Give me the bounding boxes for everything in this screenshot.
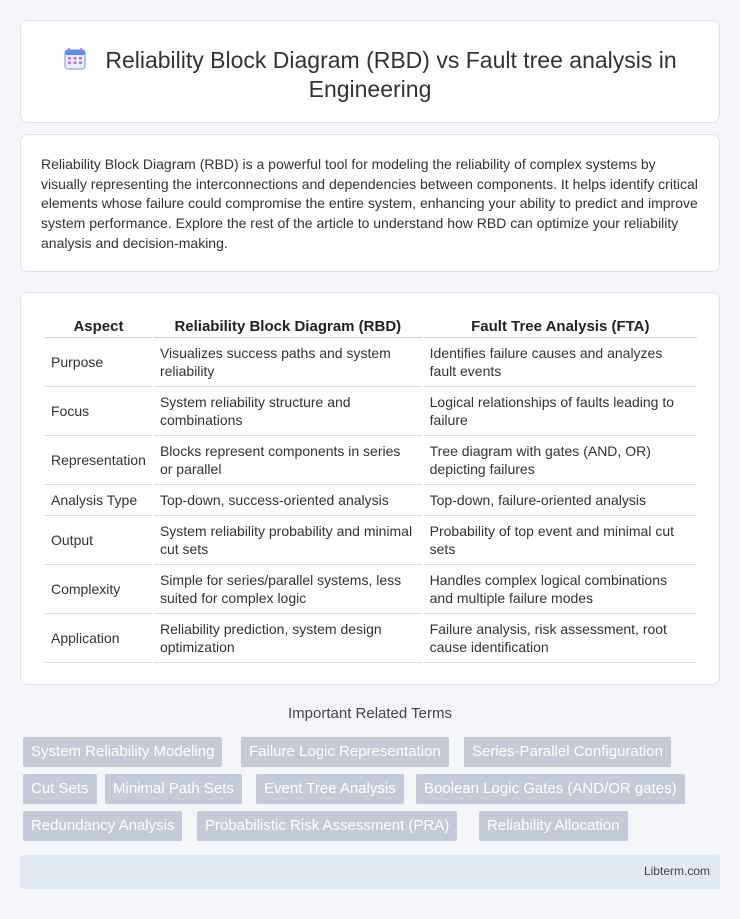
- cell-fta: Failure analysis, risk assessment, root cause identification: [424, 614, 697, 663]
- cell-rbd: Visualizes success paths and system reliability: [154, 338, 422, 387]
- cell-rbd: System reliability probability and minimal cut sets: [154, 516, 422, 565]
- cell-rbd: System reliability structure and combinations: [154, 387, 422, 436]
- table-row: [45, 565, 697, 614]
- cell-rbd: Reliability prediction, system design optimization: [154, 614, 422, 663]
- cell-aspect: Application: [45, 614, 152, 663]
- cell-aspect: Output: [45, 516, 152, 565]
- cell-aspect: Complexity: [45, 565, 152, 614]
- footer-bar: [20, 855, 720, 889]
- tag-reliability-allocation[interactable]: Reliability Allocation: [479, 811, 628, 841]
- cell-fta: Tree diagram with gates (AND, OR) depicting failures: [424, 436, 697, 485]
- table-row: [45, 436, 697, 485]
- tag-series-parallel-configuration[interactable]: Series-Parallel Configuration: [464, 737, 671, 767]
- header-aspect: Aspect: [45, 312, 152, 338]
- page-title: [21, 46, 719, 104]
- cell-aspect: Focus: [45, 387, 152, 436]
- calendar-icon: [63, 47, 87, 71]
- cell-aspect: Purpose: [45, 338, 152, 387]
- header-fta: Fault Tree Analysis (FTA): [424, 312, 697, 338]
- cell-fta: Handles complex logical combinations and multiple failure modes: [424, 565, 697, 614]
- table-row: [45, 485, 697, 516]
- related-terms-heading: Important Related Terms: [288, 705, 452, 722]
- tag-failure-logic-representation[interactable]: Failure Logic Representation: [241, 737, 449, 767]
- tag-probabilistic-risk-assessment[interactable]: Probabilistic Risk Assessment (PRA): [197, 811, 457, 841]
- tag-event-tree-analysis[interactable]: Event Tree Analysis: [256, 774, 404, 804]
- page-title-text: Reliability Block Diagram (RBD) vs Fault tree analysis in Engineering: [105, 47, 677, 102]
- table-header-row: [45, 312, 697, 338]
- intro-card: [20, 134, 720, 272]
- tag-system-reliability-modeling[interactable]: System Reliability Modeling: [23, 737, 222, 767]
- table-row: [45, 387, 697, 436]
- footer-site-link[interactable]: Libterm.com: [643, 864, 710, 878]
- header-rbd: Reliability Block Diagram (RBD): [154, 312, 422, 338]
- cell-rbd: Blocks represent components in series or parallel: [154, 436, 422, 485]
- cell-aspect: Analysis Type: [45, 485, 152, 516]
- cell-fta: Probability of top event and minimal cut sets: [424, 516, 697, 565]
- tag-redundancy-analysis[interactable]: Redundancy Analysis: [23, 811, 182, 841]
- comparison-card: [20, 292, 720, 685]
- table-row: [45, 516, 697, 565]
- cell-fta: Logical relationships of faults leading to failure: [424, 387, 697, 436]
- cell-fta: Top-down, failure-oriented analysis: [424, 485, 697, 516]
- cell-rbd: Simple for series/parallel systems, less suited for complex logic: [154, 565, 422, 614]
- table-row: [45, 614, 697, 663]
- cell-rbd: Top-down, success-oriented analysis: [154, 485, 422, 516]
- cell-aspect: Representation: [45, 436, 152, 485]
- title-card: [20, 20, 720, 123]
- tag-cut-sets[interactable]: Cut Sets: [23, 774, 97, 804]
- cell-fta: Identifies failure causes and analyzes fault events: [424, 338, 697, 387]
- tag-minimal-path-sets[interactable]: Minimal Path Sets: [105, 774, 242, 804]
- table-row: [45, 338, 697, 387]
- intro-paragraph: Reliability Block Diagram (RBD) is a powerful tool for modeling the reliability of complex systems by visually representing the interconnections and dependencies between components. It helps identify critical elements whose failure could compromise the entire system, enhancing your ability to predict and improve system performance. Explore the rest of the article to understand how RBD can optimize your reliability analysis and decision-making.: [41, 156, 698, 251]
- comparison-table: [43, 312, 699, 663]
- tag-boolean-logic-gates[interactable]: Boolean Logic Gates (AND/OR gates): [416, 774, 685, 804]
